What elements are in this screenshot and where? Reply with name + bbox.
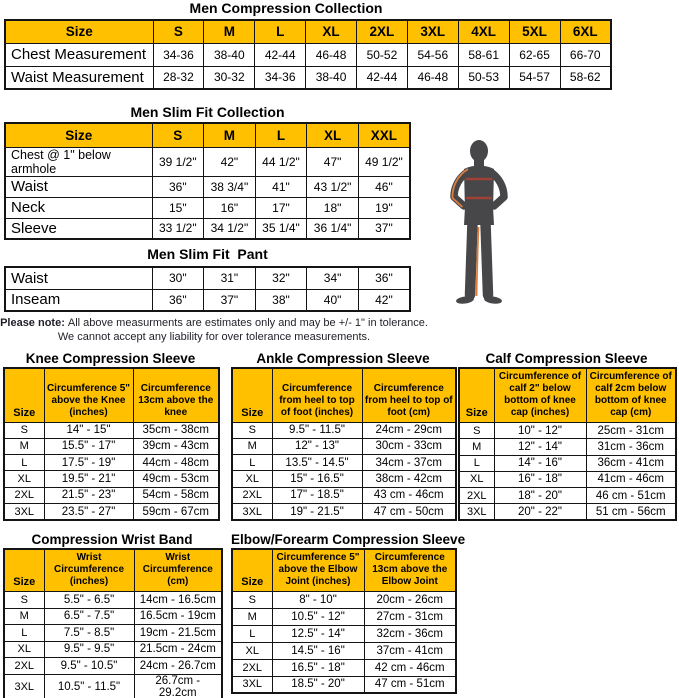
table-row [232, 504, 456, 520]
cell-value: 42-44 [357, 66, 408, 89]
cell-value: 51 cm - 56cm [586, 504, 676, 520]
table-row [459, 504, 676, 520]
cell-value: 10.5" - 11.5" [44, 674, 134, 698]
cell-value: 18" - 20" [494, 488, 586, 504]
cell-value: 12" - 14" [494, 439, 586, 455]
row-label: XL [4, 641, 44, 658]
row-label: XL [459, 471, 494, 487]
compression-table-title: Men Compression Collection [189, 0, 383, 16]
table-row [232, 659, 456, 676]
cell-value: 41" [255, 176, 307, 197]
table-row [459, 455, 676, 471]
row-label: 2XL [232, 659, 272, 676]
cell-value: 38 3/4" [204, 176, 256, 197]
cell-value: 46" [358, 176, 410, 197]
table-row [232, 487, 456, 503]
knee-compression-sleeve-table [3, 367, 220, 521]
row-label: L [4, 455, 44, 471]
cell-value: 37" [358, 218, 410, 239]
cell-value: 15.5" - 17" [44, 438, 133, 454]
column-header-size: Size [232, 368, 272, 422]
row-label: Inseam [5, 289, 152, 311]
wrist-table-title: Compression Wrist Band [31, 532, 193, 547]
cell-value: 40" [307, 289, 359, 311]
column-header: Circumference from heel to top of foot (cm) [362, 368, 456, 422]
cell-value: 50-53 [458, 66, 509, 89]
elbow-table-title: Elbow/Forearm Compression Sleeve [231, 532, 466, 547]
cell-value: 24cm - 26.7cm [134, 658, 222, 675]
row-label: M [232, 438, 272, 454]
row-label: L [232, 455, 272, 471]
column-header-size: Size [4, 549, 44, 592]
row-label: 2XL [4, 487, 44, 503]
table-row [4, 608, 222, 625]
row-label: S [4, 422, 44, 438]
column-header: S [152, 123, 204, 147]
column-header: Circumference of calf 2cm below bottom of knee cap (cm) [586, 368, 676, 423]
cell-value: 19" [358, 197, 410, 218]
cell-value: 41cm - 46cm [586, 471, 676, 487]
cell-value: 15" - 16.5" [272, 471, 362, 487]
row-label: Waist [5, 176, 152, 197]
man-silhouette-body [454, 140, 504, 305]
cell-value: 13.5" - 14.5" [272, 455, 362, 471]
row-label: 3XL [4, 674, 44, 698]
row-label: Chest @ 1" below armhole [5, 147, 152, 176]
cell-value: 59cm - 67cm [133, 504, 219, 520]
cell-value: 43 cm - 46cm [362, 487, 456, 503]
cell-value: 19" - 21.5" [272, 504, 362, 520]
cell-value: 54cm - 58cm [133, 487, 219, 503]
row-label: 2XL [459, 488, 494, 504]
cell-value: 37cm - 41cm [364, 642, 456, 659]
cell-value: 34" [307, 267, 359, 289]
cell-value: 42" [204, 147, 256, 176]
column-header: Circumference 13cm above the knee [133, 368, 219, 422]
cell-value: 54-57 [509, 66, 560, 89]
cell-value: 12.5" - 14" [272, 625, 364, 642]
cell-value: 36cm - 41cm [586, 455, 676, 471]
row-label: M [232, 608, 272, 625]
table-row [5, 289, 410, 311]
men-compression-collection-table [4, 19, 612, 90]
cell-value: 14cm - 16.5cm [134, 592, 222, 609]
table-row [4, 455, 219, 471]
cell-value: 35 1/4" [255, 218, 307, 239]
calf-table-title: Calf Compression Sleeve [485, 351, 648, 366]
table-row [5, 147, 410, 176]
cell-value: 12" - 13" [272, 438, 362, 454]
cell-value: 44 1/2" [255, 147, 307, 176]
cell-value: 36" [152, 176, 204, 197]
slim-fit-table-title: Men Slim Fit Collection [130, 104, 285, 120]
ankle-compression-sleeve-table [231, 367, 457, 521]
table-row [232, 592, 456, 609]
table-row [459, 471, 676, 487]
cell-value: 16" [204, 197, 256, 218]
cell-value: 58-61 [458, 43, 509, 66]
cell-value: 49cm - 53cm [133, 471, 219, 487]
column-header: Circumference 5" above the Elbow Joint (inches) [272, 549, 364, 592]
column-header: Circumference 5" above the Knee (inches) [44, 368, 133, 422]
cell-value: 9.5" - 10.5" [44, 658, 134, 675]
cell-value: 10" - 12" [494, 423, 586, 439]
column-header: Wrist Circumference (inches) [44, 549, 134, 592]
cell-value: 38" [255, 289, 307, 311]
column-header: XL [306, 20, 357, 43]
slim-fit-pant-table-title: Men Slim Fit Pant [147, 246, 268, 262]
ankle-table-title: Ankle Compression Sleeve [256, 351, 430, 366]
table-row [4, 625, 222, 642]
cell-value: 16.5cm - 19cm [134, 608, 222, 625]
row-label: S [4, 592, 44, 609]
cell-value: 42-44 [255, 43, 306, 66]
cell-value: 32" [255, 267, 307, 289]
table-row [459, 488, 676, 504]
note-label: Please note: [0, 317, 65, 329]
cell-value: 19cm - 21.5cm [134, 625, 222, 642]
row-label: Chest Measurement [5, 43, 153, 66]
cell-value: 47 cm - 51cm [364, 676, 456, 693]
cell-value: 38-40 [204, 43, 255, 66]
cell-value: 37" [204, 289, 256, 311]
cell-value: 31" [204, 267, 256, 289]
cell-value: 34 1/2" [204, 218, 256, 239]
cell-value: 38cm - 42cm [362, 471, 456, 487]
table-row [4, 471, 219, 487]
table-row [5, 267, 410, 289]
row-label: 3XL [232, 504, 272, 520]
cell-value: 21.5cm - 24cm [134, 641, 222, 658]
cell-value: 46 cm - 51cm [586, 488, 676, 504]
table-row [232, 471, 456, 487]
row-label: Waist Measurement [5, 66, 153, 89]
column-header: XL [307, 123, 359, 147]
cell-value: 16" - 18" [494, 471, 586, 487]
cell-value: 46-48 [306, 43, 357, 66]
cell-value: 24cm - 29cm [362, 422, 456, 438]
column-header: 2XL [357, 20, 408, 43]
row-label: Waist [5, 267, 152, 289]
table-row [232, 676, 456, 693]
column-header: Circumference of calf 2" below bottom of knee cap (inches) [494, 368, 586, 423]
column-header: L [255, 20, 306, 43]
cell-value: 36" [358, 267, 410, 289]
table-row [4, 592, 222, 609]
cell-value: 39 1/2" [152, 147, 204, 176]
cell-value: 42" [358, 289, 410, 311]
column-header: M [204, 123, 256, 147]
row-label: XL [4, 471, 44, 487]
row-label: S [232, 592, 272, 609]
cell-value: 5.5" - 6.5" [44, 592, 134, 609]
cell-value: 8" - 10" [272, 592, 364, 609]
cell-value: 6.5" - 7.5" [44, 608, 134, 625]
knee-table-title: Knee Compression Sleeve [25, 351, 196, 366]
men-slim-fit-collection-table [4, 122, 411, 240]
column-header: Circumference from heel to top of foot (inches) [272, 368, 362, 422]
cell-value: 47 cm - 50cm [362, 504, 456, 520]
cell-value: 36 1/4" [307, 218, 359, 239]
tolerance-note [0, 317, 428, 344]
column-header: Wrist Circumference (cm) [134, 549, 222, 592]
table-row [4, 658, 222, 675]
cell-value: 9.5" - 9.5" [44, 641, 134, 658]
cell-value: 21.5" - 23" [44, 487, 133, 503]
cell-value: 28-32 [153, 66, 204, 89]
cell-value: 58-62 [560, 66, 611, 89]
men-slim-fit-pant-table [4, 266, 411, 312]
table-row [232, 625, 456, 642]
row-label: Neck [5, 197, 152, 218]
cell-value: 39cm - 43cm [133, 438, 219, 454]
row-label: 3XL [4, 504, 44, 520]
cell-value: 34-36 [255, 66, 306, 89]
row-label: Sleeve [5, 218, 152, 239]
column-header: 4XL [458, 20, 509, 43]
table-row [4, 674, 222, 698]
elbow-forearm-compression-sleeve-table [231, 548, 457, 694]
cell-value: 46-48 [407, 66, 458, 89]
table-row [5, 197, 410, 218]
table-row [232, 642, 456, 659]
table-row [4, 487, 219, 503]
cell-value: 32cm - 36cm [364, 625, 456, 642]
table-row [232, 438, 456, 454]
table-row [232, 608, 456, 625]
cell-value: 9.5" - 11.5" [272, 422, 362, 438]
calf-compression-sleeve-table [458, 367, 677, 521]
column-header: XXL [358, 123, 410, 147]
cell-value: 50-52 [357, 43, 408, 66]
cell-value: 66-70 [560, 43, 611, 66]
header-row [5, 20, 611, 43]
compression-wrist-band-table [3, 548, 223, 698]
cell-value: 54-56 [407, 43, 458, 66]
row-label: M [459, 439, 494, 455]
cell-value: 47" [307, 147, 359, 176]
cell-value: 38-40 [306, 66, 357, 89]
man-silhouette-measurement-figure [444, 139, 514, 307]
cell-value: 10.5" - 12" [272, 608, 364, 625]
table-row [4, 504, 219, 520]
row-label: XL [232, 471, 272, 487]
table-row [4, 422, 219, 438]
cell-value: 30cm - 33cm [362, 438, 456, 454]
column-header: S [153, 20, 204, 43]
table-row [5, 176, 410, 197]
header-row [232, 368, 456, 422]
cell-value: 25cm - 31cm [586, 423, 676, 439]
row-label: S [459, 423, 494, 439]
column-header: M [204, 20, 255, 43]
cell-value: 44cm - 48cm [133, 455, 219, 471]
row-label: 2XL [232, 487, 272, 503]
cell-value: 30" [152, 267, 204, 289]
row-label: M [4, 608, 44, 625]
cell-value: 15" [152, 197, 204, 218]
row-label: 2XL [4, 658, 44, 675]
cell-value: 7.5" - 8.5" [44, 625, 134, 642]
note-line2: We cannot accept any liability for over tolerance measurements. [57, 330, 371, 343]
cell-value: 17" [255, 197, 307, 218]
row-label: M [4, 438, 44, 454]
cell-value: 23.5" - 27" [44, 504, 133, 520]
cell-value: 14" - 16" [494, 455, 586, 471]
row-label: L [4, 625, 44, 642]
cell-value: 43 1/2" [307, 176, 359, 197]
column-header-size: Size [5, 123, 152, 147]
cell-value: 31cm - 36cm [586, 439, 676, 455]
cell-value: 36" [152, 289, 204, 311]
row-label: XL [232, 642, 272, 659]
table-row [4, 641, 222, 658]
row-label: L [232, 625, 272, 642]
column-header: 6XL [560, 20, 611, 43]
cell-value: 14.5" - 16" [272, 642, 364, 659]
note-line1: All above measurments are estimates only and may be +/- 1" in tolerance. [67, 317, 428, 329]
column-header: 5XL [509, 20, 560, 43]
row-label: L [459, 455, 494, 471]
row-label: S [232, 422, 272, 438]
cell-value: 19.5" - 21" [44, 471, 133, 487]
column-header: 3XL [407, 20, 458, 43]
cell-value: 26.7cm - 29.2cm [134, 674, 222, 698]
row-label: 3XL [232, 676, 272, 693]
cell-value: 14" - 15" [44, 422, 133, 438]
header-row [4, 368, 219, 422]
cell-value: 30-32 [204, 66, 255, 89]
header-row [4, 549, 222, 592]
table-row [5, 218, 410, 239]
table-row [232, 455, 456, 471]
table-row [4, 438, 219, 454]
column-header-size: Size [459, 368, 494, 423]
cell-value: 42 cm - 46cm [364, 659, 456, 676]
cell-value: 35cm - 38cm [133, 422, 219, 438]
column-header-size: Size [4, 368, 44, 422]
figure-left-leg [470, 223, 473, 295]
cell-value: 49 1/2" [358, 147, 410, 176]
cell-value: 27cm - 31cm [364, 608, 456, 625]
row-label: 3XL [459, 504, 494, 520]
cell-value: 20" - 22" [494, 504, 586, 520]
cell-value: 16.5" - 18" [272, 659, 364, 676]
cell-value: 20cm - 26cm [364, 592, 456, 609]
table-row [459, 423, 676, 439]
cell-value: 18.5" - 20" [272, 676, 364, 693]
column-header: L [255, 123, 307, 147]
header-row [5, 123, 410, 147]
cell-value: 34cm - 37cm [362, 455, 456, 471]
column-header: Circumference 13cm above the Elbow Joint [364, 549, 456, 592]
cell-value: 33 1/2" [152, 218, 204, 239]
figure-right-leg [486, 223, 489, 295]
table-row [232, 422, 456, 438]
table-row [459, 439, 676, 455]
column-header-size: Size [5, 20, 153, 43]
cell-value: 34-36 [153, 43, 204, 66]
header-row [459, 368, 676, 423]
table-row [5, 43, 611, 66]
cell-value: 62-65 [509, 43, 560, 66]
cell-value: 17" - 18.5" [272, 487, 362, 503]
column-header-size: Size [232, 549, 272, 592]
cell-value: 17.5" - 19" [44, 455, 133, 471]
cell-value: 18" [307, 197, 359, 218]
table-row [5, 66, 611, 89]
header-row [232, 549, 456, 592]
